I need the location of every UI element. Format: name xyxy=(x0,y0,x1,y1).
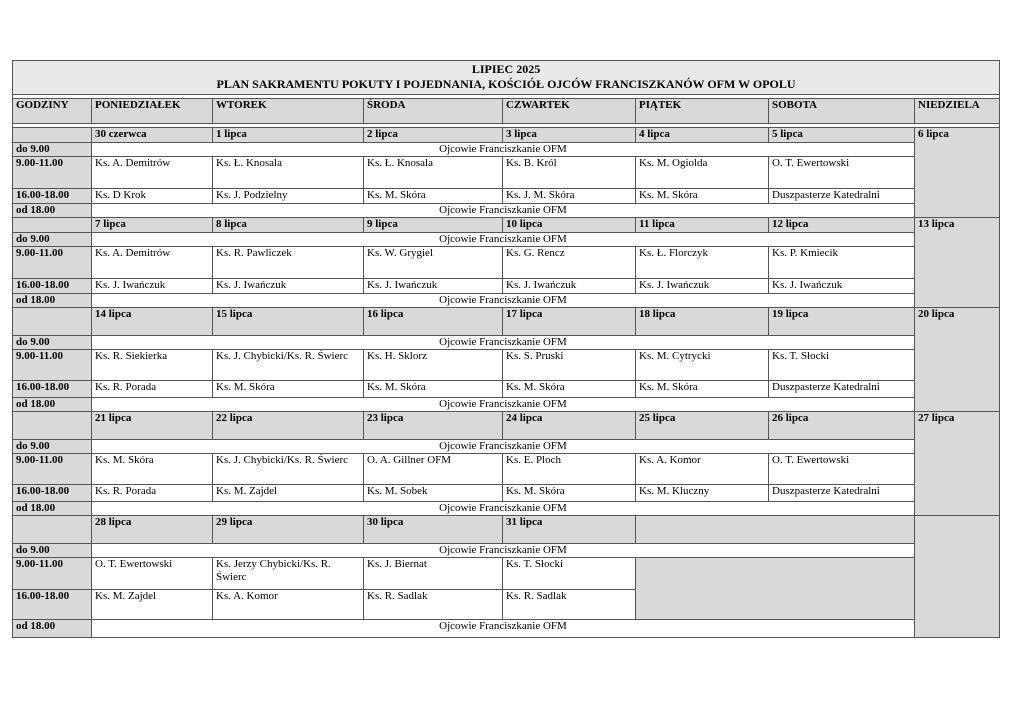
empty-cell xyxy=(636,516,915,544)
hours-blank xyxy=(13,412,92,440)
priest-cell: Duszpasterze Katedralni xyxy=(769,485,915,502)
slot-early-row xyxy=(13,336,1000,350)
title-main: PLAN SAKRAMENTU POKUTY I POJEDNANIA, KOŚCIÓŁ OJCÓW FRANCISZKANÓW OFM W OPOLU xyxy=(216,77,796,91)
date-cell: 29 lipca xyxy=(213,516,364,544)
priest-cell: Ks. Ł. Knosala xyxy=(213,157,364,189)
slot-early-row xyxy=(13,143,1000,157)
priest-cell: Ks. R. Siekierka xyxy=(92,350,213,381)
priest-cell: Ks. G. Rencz xyxy=(503,247,636,279)
date-cell: 1 lipca xyxy=(213,128,364,143)
header-row xyxy=(13,99,1000,124)
slot-early-label: do 9.00 xyxy=(13,544,92,558)
schedule-table xyxy=(12,60,1000,638)
date-cell-sunday: 6 lipca xyxy=(915,128,1000,218)
priest-cell: Ks. M. Ogiolda xyxy=(636,157,769,189)
slot-late-row xyxy=(13,502,1000,516)
priest-cell: Ks. J. M. Skóra xyxy=(503,189,636,204)
slot-late-label: od 18.00 xyxy=(13,204,92,218)
title-row xyxy=(13,61,1000,95)
franciscans-cell: Ojcowie Franciszkanie OFM xyxy=(92,398,915,412)
priest-cell: Ks. J. Chybicki/Ks. R. Świerc xyxy=(213,454,364,485)
slot-early-label: do 9.00 xyxy=(13,440,92,454)
priest-cell: Ks. W. Grygiel xyxy=(364,247,503,279)
date-cell-sunday: 27 lipca xyxy=(915,412,1000,516)
priest-cell: Ks. J. Iwańczuk xyxy=(503,279,636,294)
date-cell: 21 lipca xyxy=(92,412,213,440)
priest-cell: Ks. J. Iwańczuk xyxy=(213,279,364,294)
weeks xyxy=(13,128,1000,638)
date-cell: 24 lipca xyxy=(503,412,636,440)
priest-cell: Ks. M. Cytrycki xyxy=(636,350,769,381)
hours-blank xyxy=(13,128,92,143)
priest-cell: Duszpasterze Katedralni xyxy=(769,381,915,398)
date-cell: 16 lipca xyxy=(364,308,503,336)
slot-afternoon-row xyxy=(13,485,1000,502)
slot-early-label: do 9.00 xyxy=(13,143,92,157)
date-cell: 2 lipca xyxy=(364,128,503,143)
priest-cell: Ks. M. Kluczny xyxy=(636,485,769,502)
date-cell: 12 lipca xyxy=(769,218,915,233)
franciscans-cell: Ojcowie Franciszkanie OFM xyxy=(92,143,915,157)
priest-cell: Ks. R. Porada xyxy=(92,381,213,398)
priest-cell: Ks. J. Chybicki/Ks. R. Świerc xyxy=(213,350,364,381)
priest-cell: O. T. Ewertowski xyxy=(92,558,213,590)
priest-cell: Ks. J. Iwańczuk xyxy=(636,279,769,294)
header-thu: CZWARTEK xyxy=(503,99,636,124)
slot-morning-row xyxy=(13,558,1000,590)
slot-afternoon-label: 16.00-18.00 xyxy=(13,381,92,398)
date-cell: 7 lipca xyxy=(92,218,213,233)
slot-afternoon-label: 16.00-18.00 xyxy=(13,189,92,204)
header-mon: PONIEDZIAŁEK xyxy=(92,99,213,124)
priest-cell: Ks. P. Kmiecik xyxy=(769,247,915,279)
slot-afternoon-row xyxy=(13,381,1000,398)
priest-cell: Ks. M. Skóra xyxy=(92,454,213,485)
slot-late-row xyxy=(13,294,1000,308)
priest-cell: O. T. Ewertowski xyxy=(769,454,915,485)
date-cell: 10 lipca xyxy=(503,218,636,233)
slot-early-label: do 9.00 xyxy=(13,233,92,247)
date-cell: 14 lipca xyxy=(92,308,213,336)
slot-late-row xyxy=(13,398,1000,412)
slot-morning-row xyxy=(13,454,1000,485)
slot-morning-label: 9.00-11.00 xyxy=(13,350,92,381)
schedule-document xyxy=(12,60,999,638)
date-cell: 26 lipca xyxy=(769,412,915,440)
week-dates-row xyxy=(13,516,1000,544)
slot-late-label: od 18.00 xyxy=(13,294,92,308)
priest-cell: Ks. B. Król xyxy=(503,157,636,189)
date-cell: 19 lipca xyxy=(769,308,915,336)
slot-early-label: do 9.00 xyxy=(13,336,92,350)
franciscans-cell: Ojcowie Franciszkanie OFM xyxy=(92,233,915,247)
slot-afternoon-label: 16.00-18.00 xyxy=(13,279,92,294)
date-cell: 17 lipca xyxy=(503,308,636,336)
priest-cell: Ks. E. Ploch xyxy=(503,454,636,485)
franciscans-cell: Ojcowie Franciszkanie OFM xyxy=(92,502,915,516)
priest-cell: Ks. R. Porada xyxy=(92,485,213,502)
week-dates-row xyxy=(13,128,1000,143)
slot-morning-row xyxy=(13,157,1000,189)
hours-blank xyxy=(13,218,92,233)
date-cell: 8 lipca xyxy=(213,218,364,233)
slot-early-row xyxy=(13,440,1000,454)
date-cell: 9 lipca xyxy=(364,218,503,233)
date-cell: 5 lipca xyxy=(769,128,915,143)
priest-cell: Ks. Ł. Florczyk xyxy=(636,247,769,279)
franciscans-cell: Ojcowie Franciszkanie OFM xyxy=(92,336,915,350)
franciscans-cell: Ojcowie Franciszkanie OFM xyxy=(92,620,915,638)
slot-afternoon-row xyxy=(13,189,1000,204)
date-cell: 28 lipca xyxy=(92,516,213,544)
slot-afternoon-row xyxy=(13,279,1000,294)
priest-cell: O. A. Gillner OFM xyxy=(364,454,503,485)
priest-cell: Ks. M. Skóra xyxy=(636,189,769,204)
priest-cell: Ks. Ł. Knosala xyxy=(364,157,503,189)
slot-morning-row xyxy=(13,350,1000,381)
hours-blank xyxy=(13,516,92,544)
slot-morning-label: 9.00-11.00 xyxy=(13,157,92,189)
priest-cell: Ks. M. Skóra xyxy=(364,381,503,398)
priest-cell: Ks. R. Sadlak xyxy=(503,590,636,620)
header-hours: GODZINY xyxy=(13,99,92,124)
priest-cell: Ks. M. Zajdel xyxy=(92,590,213,620)
empty-block xyxy=(636,558,915,620)
priest-cell: Ks. J. Iwańczuk xyxy=(92,279,213,294)
date-cell: 31 lipca xyxy=(503,516,636,544)
priest-cell: O. T. Ewertowski xyxy=(769,157,915,189)
priest-cell: Ks. T. Słocki xyxy=(769,350,915,381)
date-cell: 11 lipca xyxy=(636,218,769,233)
priest-cell: Ks. S. Pruski xyxy=(503,350,636,381)
slot-late-label: od 18.00 xyxy=(13,620,92,638)
franciscans-cell: Ojcowie Franciszkanie OFM xyxy=(92,440,915,454)
priest-cell: Ks. M. Skóra xyxy=(503,381,636,398)
week-dates-row xyxy=(13,412,1000,440)
date-cell: 25 lipca xyxy=(636,412,769,440)
priest-cell: Ks. M. Skóra xyxy=(636,381,769,398)
title-month: LIPIEC 2025 xyxy=(471,62,541,76)
hours-blank xyxy=(13,308,92,336)
slot-afternoon-label: 16.00-18.00 xyxy=(13,590,92,620)
franciscans-cell: Ojcowie Franciszkanie OFM xyxy=(92,544,915,558)
week-dates-row xyxy=(13,218,1000,233)
date-cell: 3 lipca xyxy=(503,128,636,143)
slot-late-row xyxy=(13,620,1000,638)
slot-late-label: od 18.00 xyxy=(13,502,92,516)
priest-cell: Ks. J. Biernat xyxy=(364,558,503,590)
date-cell: 30 czerwca xyxy=(92,128,213,143)
date-cell: 22 lipca xyxy=(213,412,364,440)
priest-cell: Ks. M. Skóra xyxy=(503,485,636,502)
franciscans-cell: Ojcowie Franciszkanie OFM xyxy=(92,294,915,308)
slot-early-row xyxy=(13,544,1000,558)
slot-late-row xyxy=(13,204,1000,218)
priest-cell: Ks. J. Iwańczuk xyxy=(769,279,915,294)
header-sat: SOBOTA xyxy=(769,99,915,124)
priest-cell: Ks. J. Iwańczuk xyxy=(364,279,503,294)
date-cell: 30 lipca xyxy=(364,516,503,544)
priest-cell: Ks. Jerzy Chybicki/Ks. R. Świerc xyxy=(213,558,364,590)
header-fri: PIĄTEK xyxy=(636,99,769,124)
slot-morning-label: 9.00-11.00 xyxy=(13,247,92,279)
slot-morning-label: 9.00-11.00 xyxy=(13,454,92,485)
slot-afternoon-label: 16.00-18.00 xyxy=(13,485,92,502)
date-cell-sunday: 20 lipca xyxy=(915,308,1000,412)
priest-cell: Ks. T. Słocki xyxy=(503,558,636,590)
slot-morning-row xyxy=(13,247,1000,279)
priest-cell: Ks. M. Zajdel xyxy=(213,485,364,502)
priest-cell: Ks. M. Sobek xyxy=(364,485,503,502)
franciscans-cell: Ojcowie Franciszkanie OFM xyxy=(92,204,915,218)
date-cell: 15 lipca xyxy=(213,308,364,336)
priest-cell: Ks. A. Komor xyxy=(636,454,769,485)
date-cell: 4 lipca xyxy=(636,128,769,143)
priest-cell: Ks. A. Demitrów xyxy=(92,247,213,279)
priest-cell: Ks. J. Podzielny xyxy=(213,189,364,204)
priest-cell: Ks. R. Sadlak xyxy=(364,590,503,620)
priest-cell: Ks. A. Komor xyxy=(213,590,364,620)
priest-cell: Duszpasterze Katedralni xyxy=(769,189,915,204)
header-sun: NIEDZIELA xyxy=(915,99,1000,124)
slot-morning-label: 9.00-11.00 xyxy=(13,558,92,590)
date-cell-sunday: 13 lipca xyxy=(915,218,1000,308)
empty-cell-sunday xyxy=(915,516,1000,638)
priest-cell: Ks. D Krok xyxy=(92,189,213,204)
priest-cell: Ks. A. Demitrów xyxy=(92,157,213,189)
week-dates-row xyxy=(13,308,1000,336)
date-cell: 23 lipca xyxy=(364,412,503,440)
priest-cell: Ks. H. Sklorz xyxy=(364,350,503,381)
header-wed: ŚRODA xyxy=(364,99,503,124)
priest-cell: Ks. M. Skóra xyxy=(364,189,503,204)
priest-cell: Ks. R. Pawliczek xyxy=(213,247,364,279)
slot-early-row xyxy=(13,233,1000,247)
priest-cell: Ks. M. Skóra xyxy=(213,381,364,398)
page-title xyxy=(13,61,1000,95)
date-cell: 18 lipca xyxy=(636,308,769,336)
header-tue: WTOREK xyxy=(213,99,364,124)
slot-late-label: od 18.00 xyxy=(13,398,92,412)
